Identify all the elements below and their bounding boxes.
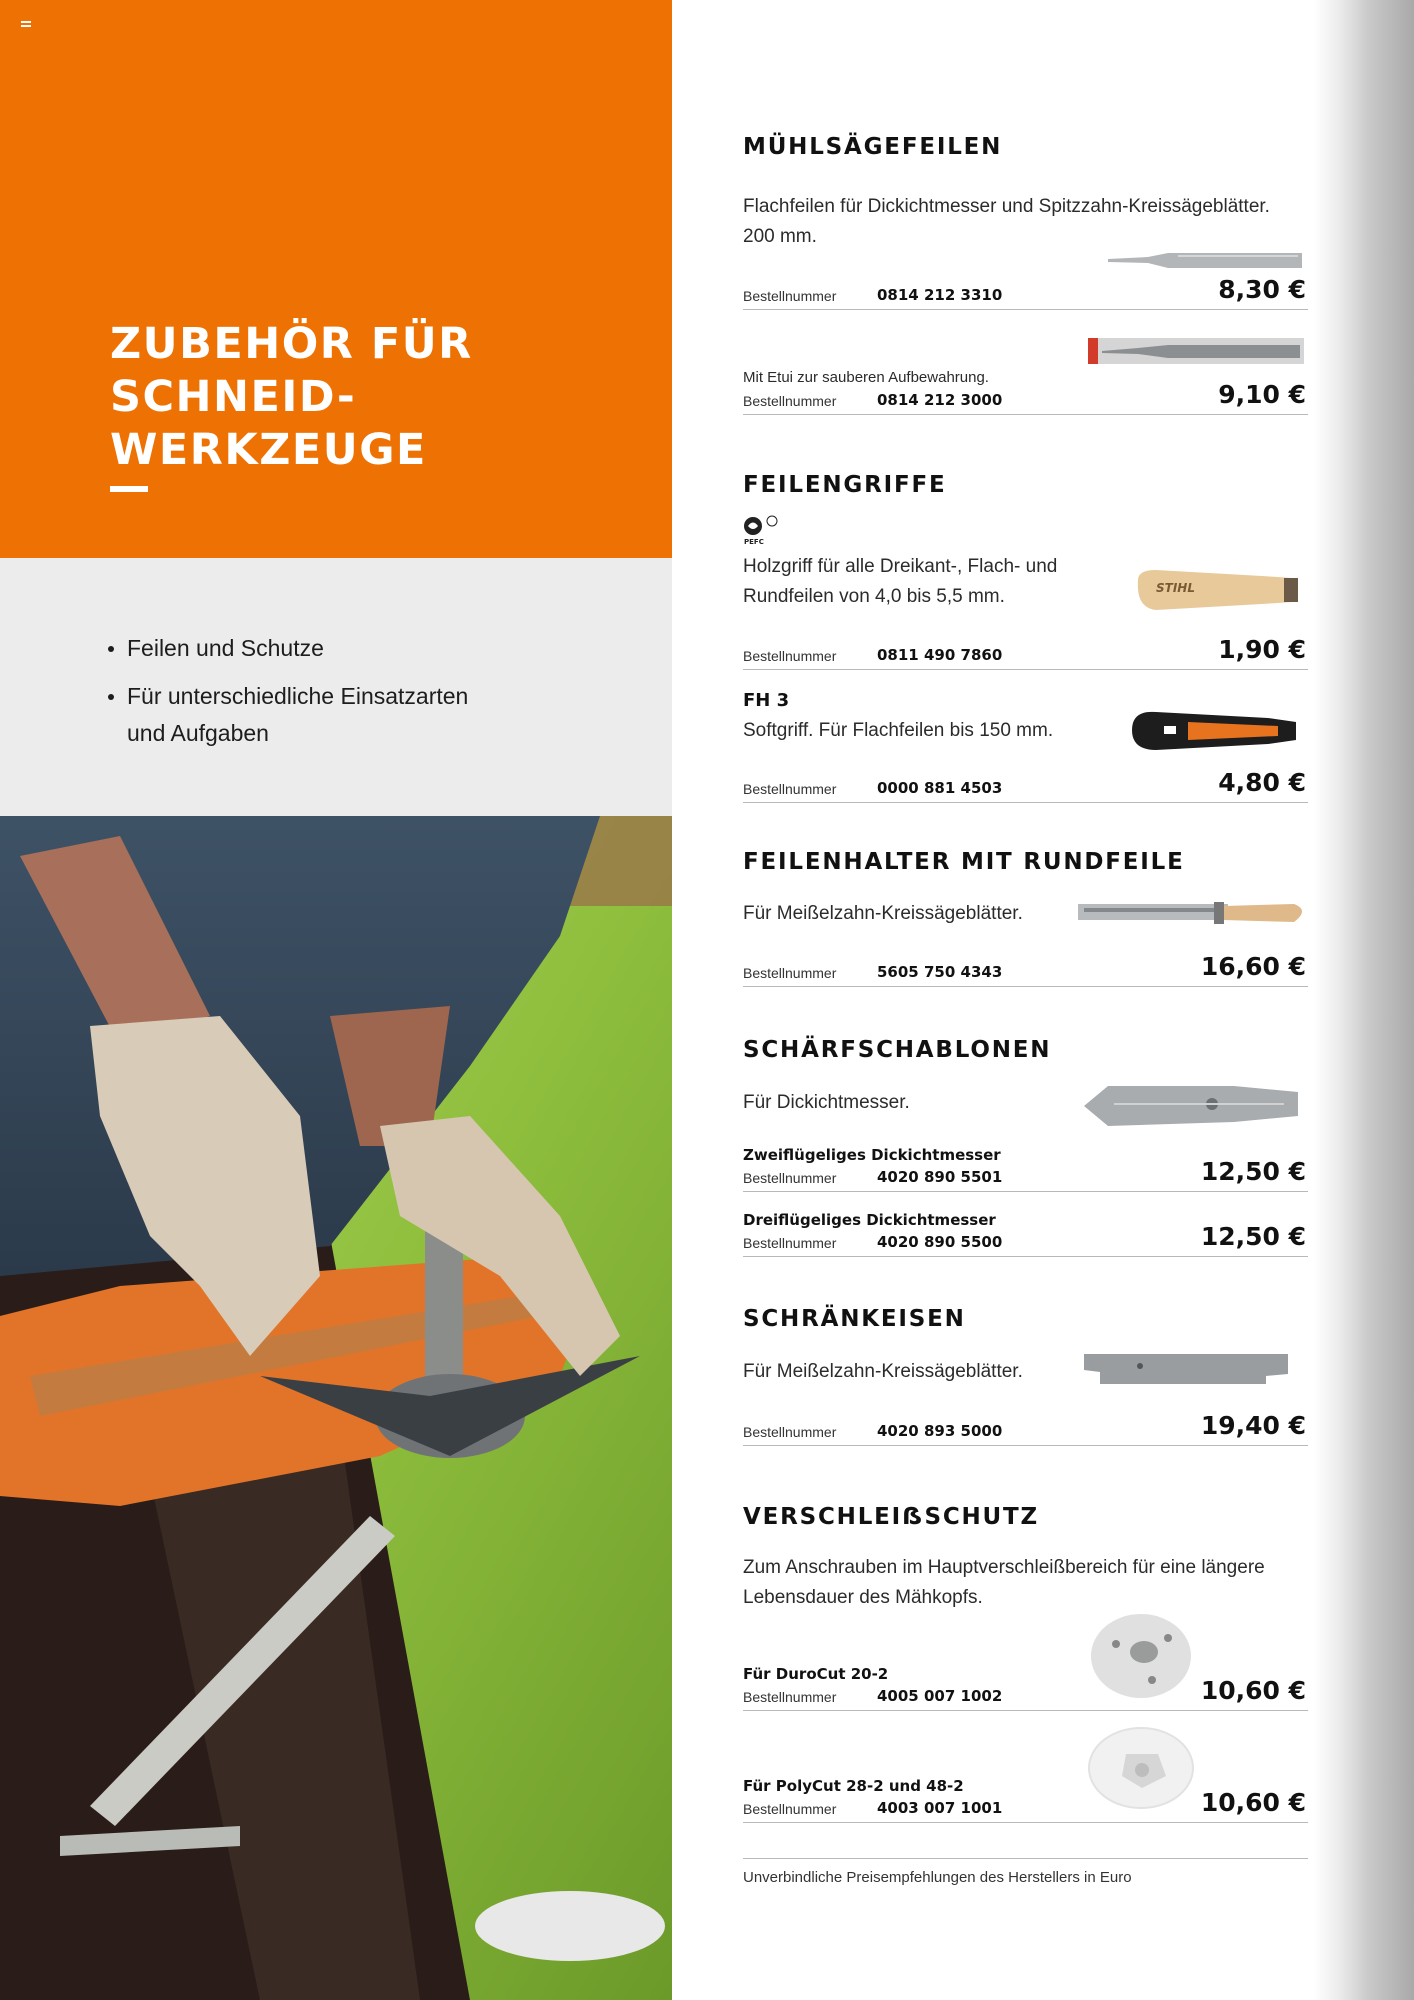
order-label: Bestellnummer [743,1801,837,1817]
bullet-text: Für unterschiedliche Einsatzarten [127,683,469,709]
section-desc: Für Meißelzahn-Kreissägeblätter. [743,1361,1023,1382]
order-number: 0811 490 7860 [877,646,1003,664]
price: 9,10 € [1218,380,1306,409]
price: 19,40 € [1200,1411,1306,1440]
order-row [743,1411,1308,1446]
flat-file-image [1108,248,1302,272]
order-row [743,380,1308,415]
item-subtitle: Für DuroCut 20-2 [743,1665,889,1683]
order-label: Bestellnummer [743,393,837,409]
section-title-muehlsaegefeilen: MÜHLSÄGEFEILEN [743,134,1003,160]
order-row [743,1222,1308,1257]
section-title-feilengriffe: FEILENGRIFFE [743,472,947,498]
order-number: 4003 007 1001 [877,1799,1003,1817]
list-item [104,630,624,667]
hero-title [110,318,630,477]
pefc-logo [741,514,779,546]
page-shadow [1314,0,1414,2000]
item-subtitle: Für PolyCut 28-2 und 48-2 [743,1777,964,1795]
bullet-icon [108,646,114,652]
footer-divider [743,1858,1308,1859]
desc-line: Lebensdauer des Mähkopfs. [743,1587,983,1608]
section-desc: Für Dickichtmesser. [743,1092,910,1113]
section-title-schraenkeisen: SCHRÄNKEISEN [743,1306,966,1332]
order-row [743,1788,1308,1823]
file-holder-image [1074,896,1314,930]
price: 10,60 € [1200,1788,1306,1817]
sharpening-template-image [1084,1082,1302,1128]
handle-brand: STIHL [1156,581,1195,595]
hero-divider [110,486,148,492]
file-with-case-image [1088,336,1304,366]
order-label: Bestellnummer [743,1235,837,1251]
footer-note: Unverbindliche Preisempfehlungen des Herstellers in Euro [743,1869,1132,1886]
item-note: Mit Etui zur sauberen Aufbewahrung. [743,369,989,386]
menu-icon[interactable] [21,21,31,29]
order-number: 4020 890 5500 [877,1233,1003,1251]
order-number: 4020 893 5000 [877,1422,1003,1440]
bullet-text: und Aufgaben [127,720,269,746]
order-number: 5605 750 4343 [877,963,1003,981]
order-label: Bestellnummer [743,288,837,304]
desc-line: Rundfeilen von 4,0 bis 5,5 mm. [743,586,1005,607]
item-subtitle: FH 3 [743,690,790,711]
desc-line: Flachfeilen für Dickichtmesser und Spitzzahn-Kreissägeblätter. [743,196,1270,217]
list-item [104,678,624,752]
order-label: Bestellnummer [743,1170,837,1186]
order-label: Bestellnummer [743,648,837,664]
section-title-verschleissschutz: VERSCHLEIẞSCHUTZ [743,1504,1039,1530]
left-column [0,0,672,2000]
price: 8,30 € [1218,275,1306,304]
order-row [743,1676,1308,1711]
order-label: Bestellnummer [743,1689,837,1705]
hero-panel [0,0,672,558]
intro-bullets [104,630,624,763]
order-label: Bestellnummer [743,965,837,981]
hero-title-line: ZUBEHÖR FÜR [110,319,473,369]
order-number: 0814 212 3000 [877,391,1003,409]
order-number: 4020 890 5501 [877,1168,1003,1186]
wooden-handle-image [1132,566,1302,616]
section-title-feilenhalter: FEILENHALTER MIT RUNDFEILE [743,849,1185,875]
order-label: Bestellnummer [743,781,837,797]
hero-photo [0,816,672,2000]
section-title-schaerfschablonen: SCHÄRFSCHABLONEN [743,1037,1052,1063]
order-number: 4005 007 1002 [877,1687,1003,1705]
price: 1,90 € [1218,635,1306,664]
order-number: 0000 881 4503 [877,779,1003,797]
order-row [743,952,1308,987]
section-desc [743,1553,1323,1613]
price: 12,50 € [1200,1222,1306,1251]
pefc-text: PEFC [744,538,764,546]
price: 16,60 € [1200,952,1306,981]
order-number: 0814 212 3310 [877,286,1003,304]
bullet-icon [108,694,114,700]
order-row [743,1157,1308,1192]
bullet-text: Feilen und Schutze [127,635,324,661]
order-row [743,635,1308,670]
desc-line: Zum Anschrauben im Hauptverschleißbereich für eine längere [743,1557,1265,1578]
desc-line: 200 mm. [743,226,817,247]
hero-title-line: SCHNEID- [110,372,357,422]
section-desc: Softgriff. Für Flachfeilen bis 150 mm. [743,720,1054,741]
softgrip-handle-image [1128,706,1302,756]
worker-photo-illustration [0,816,672,2000]
section-desc: Für Meißelzahn-Kreissägeblätter. [743,903,1023,924]
section-desc [743,192,1323,252]
order-label: Bestellnummer [743,1424,837,1440]
setting-iron-image [1080,1348,1292,1388]
desc-line: Holzgriff für alle Dreikant-, Flach- und [743,556,1058,577]
price: 10,60 € [1200,1676,1306,1705]
price: 4,80 € [1218,768,1306,797]
order-row [743,768,1308,803]
item-subtitle: Zweiflügeliges Dickichtmesser [743,1146,1001,1164]
item-subtitle: Dreiflügeliges Dickichtmesser [743,1211,996,1229]
hero-title-line: WERKZEUGE [110,425,427,475]
price: 12,50 € [1200,1157,1306,1186]
order-row [743,275,1308,310]
